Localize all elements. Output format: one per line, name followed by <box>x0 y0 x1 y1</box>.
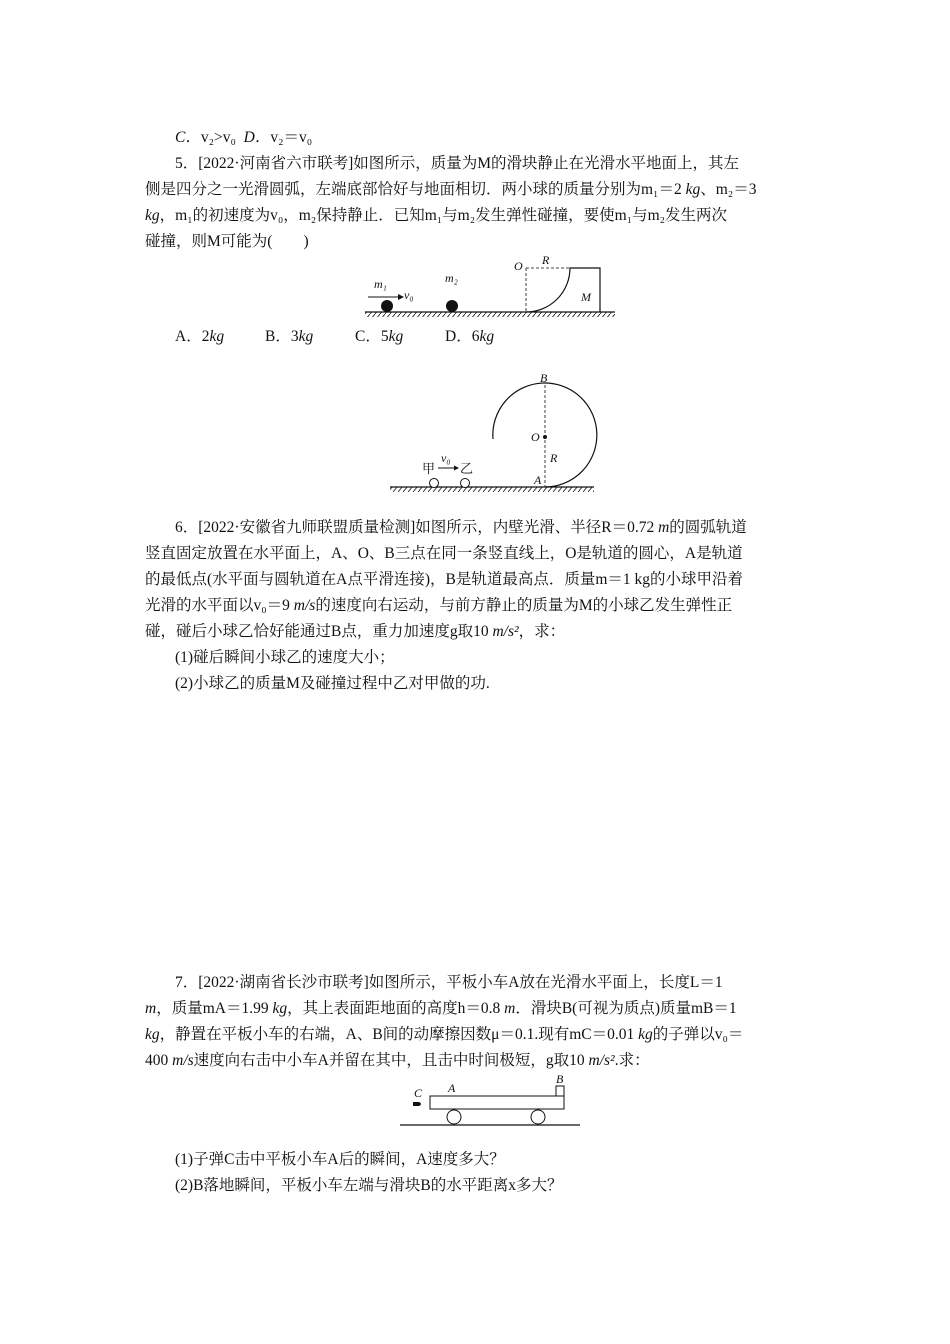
label-C: C <box>414 1086 423 1100</box>
label-A: A <box>534 473 542 487</box>
q5-line-3 <box>145 203 805 229</box>
label-B: B <box>540 371 548 385</box>
q7-subquestion-2: (2)B落地瞬间，平板小车左端与滑块B的水平距离x多大？ <box>175 1177 563 1194</box>
label-jia: 甲 <box>422 461 436 476</box>
q5-option-d: D．6kg <box>445 328 495 345</box>
q7-line-1: 7．[2022·湖南省长沙市联考]如图所示，平板小车A放在光滑水平面上，长度L＝1 <box>175 974 723 991</box>
q5-line-2c: 、m₂＝3 <box>700 181 757 198</box>
q5-option-a: A．2kg <box>175 328 225 345</box>
label-m2: m₂ <box>445 271 458 285</box>
q6-line-1: 6．[2022·安徽省九师联盟质量检测]如图所示，内壁光滑、半径R＝0.72 m的圆弧轨道 <box>175 519 747 536</box>
ball-m2 <box>446 300 458 312</box>
q7-line-4: 400 m/s速度向右击中小车A并留在其中，且击中时间极短，g取10 m/s².求： <box>145 1052 650 1069</box>
q6-line-2: 竖直固定放置在水平面上，A、O、B三点在同一条竖直线上，O是轨道的圆心，A是轨道 <box>145 545 743 562</box>
q5-option-c: C．5kg <box>355 328 404 345</box>
ground-hatch <box>365 312 615 317</box>
cart-wheel-right <box>531 1110 545 1124</box>
q5-line-1: 5．[2022·河南省六市联考]如图所示，质量为M的滑块静止在光滑水平地面上，其左 <box>175 155 740 172</box>
q4-option-c-label: C． <box>175 129 201 146</box>
q5-line-3b: ，m₁的初速度为v₀，m₂保持静止．已知m₁与m₂发生弹性碰撞，要使m₁与m₂发生两次 <box>159 207 728 224</box>
q6-figure <box>388 372 608 497</box>
q7-line-2: m，质量mA＝1.99 kg，其上表面距地面的高度h＝0.8 m．滑块B(可视为质点)质量mB＝1 <box>145 1000 737 1017</box>
label-M: M <box>581 290 591 304</box>
q5-options <box>175 324 835 350</box>
q5-line-4: 碰撞，则M可能为( ) <box>145 233 309 250</box>
label-v0: v₀ <box>404 288 414 302</box>
q6-line-4: 光滑的水平面以v₀＝9 m/s的速度向右运动，与前方静止的质量为M的小球乙发生弹性正 <box>145 597 733 614</box>
label-R: R <box>550 451 558 465</box>
q5-line-2a: 侧是四分之一光滑圆弧，左端底部恰好与地面相切．两小球的质量分别为m₁＝2 <box>145 181 686 198</box>
velocity-arrowhead <box>454 466 459 471</box>
cart-body <box>430 1096 564 1109</box>
label-B: B <box>556 1072 564 1086</box>
block-B <box>556 1086 564 1096</box>
label-O: O <box>514 259 523 273</box>
q6-line-5: 碰，碰后小球乙恰好能通过B点，重力加速度g取10 m/s²，求： <box>145 623 566 640</box>
center-dot <box>543 435 547 439</box>
q7-figure <box>395 1072 595 1132</box>
bullet-C <box>413 1102 421 1106</box>
label-A: A <box>448 1081 456 1095</box>
cart-wheel-left <box>447 1110 461 1124</box>
q5-line-2 <box>145 177 805 203</box>
q6-subquestion-1: (1)碰后瞬间小球乙的速度大小； <box>175 649 395 666</box>
q5-unit: kg <box>145 207 160 224</box>
label-v0: v₀ <box>441 451 451 465</box>
q4-option-c-value: v₂>v₀ <box>200 129 236 146</box>
q4-option-d-value: v₂＝v₀ <box>270 129 313 146</box>
q5-figure <box>360 254 620 324</box>
ball-yi <box>461 479 470 488</box>
label-R: R <box>542 253 550 267</box>
ball-m1 <box>381 300 393 312</box>
q4-option-d-label: D． <box>243 129 271 146</box>
ground-hatch <box>390 487 594 492</box>
q5-option-b: B．3kg <box>265 328 314 345</box>
label-m1: m₁ <box>374 277 387 291</box>
q4-options <box>175 125 835 151</box>
q6-line-3: 的最低点(水平面与圆轨道在A点平滑连接)，B是轨道最高点．质量m＝1 kg的小球甲沿着 <box>145 571 744 588</box>
q5-unit: kg <box>685 181 701 198</box>
q7-line-3: kg，静置在平板小车的右端，A、B间的动摩擦因数μ＝0.1.现有mC＝0.01 kg的子弹以v₀＝ <box>145 1026 744 1043</box>
q6-subquestion-2: (2)小球乙的质量M及碰撞过程中乙对甲做的功. <box>175 675 490 692</box>
label-yi: 乙 <box>460 461 474 476</box>
ball-jia <box>430 479 439 488</box>
label-O: O <box>531 430 540 444</box>
q7-subquestion-1: (1)子弹C击中平板小车A后的瞬间，A速度多大？ <box>175 1151 505 1168</box>
